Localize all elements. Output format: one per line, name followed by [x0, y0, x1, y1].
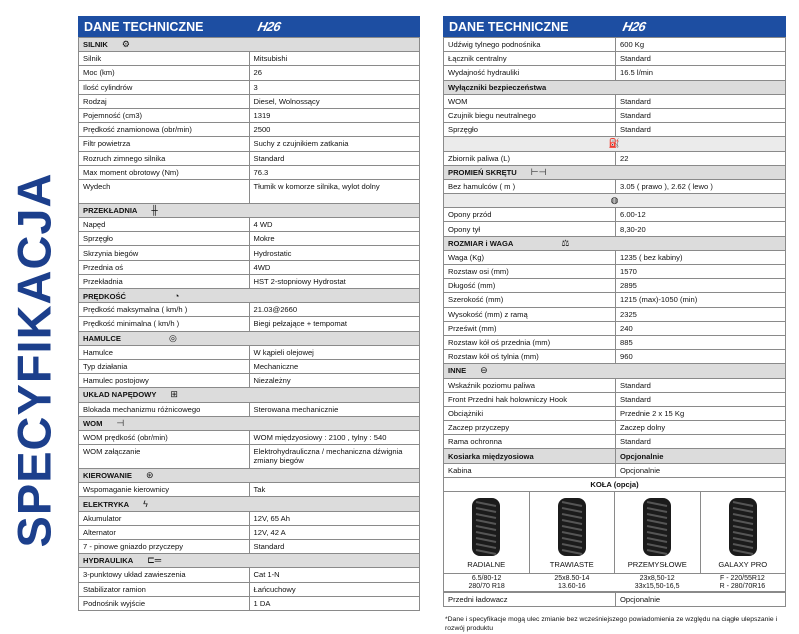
spec-value: 2325: [616, 307, 786, 321]
spec-label: Akumulator: [79, 511, 250, 525]
spec-label: Długość (mm): [444, 279, 616, 293]
table-row: [79, 232, 420, 246]
tire-image-icon: [723, 496, 763, 558]
section-naped: UKŁAD NAPĘDOWY ⊞: [79, 388, 420, 402]
drivetrain-icon: ⊞: [170, 389, 178, 400]
table-row: [444, 321, 786, 335]
tire-image-icon: [552, 496, 592, 558]
section-hamulce: HAMULCE ◎: [79, 331, 420, 345]
table-row: [444, 94, 786, 108]
section-bezpieczenstwo: Wyłączniki bezpieczeństwa: [444, 80, 786, 94]
spec-value: Standard: [616, 94, 786, 108]
section-promien: PROMIEŃ SKRĘTU ⊢⊣: [444, 165, 786, 179]
tire-sizes: [443, 574, 786, 592]
spec-value: 600 Kg: [616, 38, 786, 52]
table-row: [444, 151, 786, 165]
table-row: [444, 279, 786, 293]
tire-card: [530, 492, 616, 573]
spec-label: 3-punktowy układ zawieszenia: [79, 568, 250, 582]
spec-value: 26: [249, 66, 420, 80]
table-row: [444, 250, 786, 264]
tire-icon-row: [444, 194, 786, 208]
spec-value: 1 DA: [249, 596, 420, 610]
spec-value: Mitsubishi: [249, 52, 420, 66]
spec-value: 6.00-12: [616, 208, 786, 222]
right-header: [443, 16, 786, 37]
table-row: [444, 421, 786, 435]
spec-value: 240: [616, 321, 786, 335]
spec-value: 21.03@2660: [249, 303, 420, 317]
spec-label: Wspomaganie kierownicy: [79, 483, 250, 497]
spec-value: Tak: [249, 483, 420, 497]
spec-value: 1235 ( bez kabiny): [616, 250, 786, 264]
pto-icon: ⊣: [116, 417, 125, 428]
spec-label: Przekładnia: [79, 274, 250, 288]
spec-label: Max moment obrotowy (Nm): [79, 165, 250, 179]
spec-label: Prześwit (mm): [444, 321, 616, 335]
spec-value: 1215 (max)-1050 (min): [616, 293, 786, 307]
table-row: [444, 222, 786, 236]
spec-value: 2895: [616, 279, 786, 293]
table-row: [79, 123, 420, 137]
table-row: [79, 165, 420, 179]
spec-label: Prędkość znamionowa (obr/min): [79, 123, 250, 137]
disclaimer-note: *Dane i specyfikacje mogą ulec zmianie bez wcześniejszego powiadomienia ze względu na ciągłe ulepszanie i rozwój produktu: [445, 616, 778, 633]
spec-value: Standard: [249, 540, 420, 554]
table-row: [444, 335, 786, 349]
table-row: Przedni ładowacz Opcjonalnie: [444, 593, 786, 607]
section-inne: INNE ⊖: [444, 364, 786, 378]
spec-value: 885: [616, 335, 786, 349]
table-row: [79, 80, 420, 94]
table-row: WOM załączanie Elektrohydrauliczna / mechaniczna dźwignia zmiany biegów: [79, 445, 420, 469]
spec-label: Zaczep przyczepy: [444, 421, 616, 435]
spec-label: Bez hamulców ( m ): [444, 179, 616, 193]
spec-label: Czujnik biegu neutralnego: [444, 108, 616, 122]
spec-label: Rozstaw osi (mm): [444, 265, 616, 279]
spec-label: Blokada mechanizmu różnicowego: [79, 402, 250, 416]
spec-label: WOM: [444, 94, 616, 108]
side-title: [0, 0, 68, 634]
spec-value: 22: [616, 151, 786, 165]
spec-value: Suchy z czujnikiem zatkania: [249, 137, 420, 151]
spec-value: Sterowana mechanicznie: [249, 402, 420, 416]
spec-value: W kąpieli olejowej: [249, 345, 420, 359]
tire-name: TRAWIASTE: [549, 560, 594, 569]
spec-label: Skrzynia biegów: [79, 246, 250, 260]
spec-value: 4 WD: [249, 218, 420, 232]
spec-value: Standard: [616, 435, 786, 449]
table-row: [79, 596, 420, 610]
spec-value: Standard: [616, 108, 786, 122]
table-row: [79, 345, 420, 359]
spec-value: Biegi pełzające + tempomat: [249, 317, 420, 331]
tire-card: [615, 492, 701, 573]
tire-name: PRZEMYSŁOWE: [627, 560, 687, 569]
brake-icon: ◎: [168, 332, 177, 343]
tire-image-icon: [466, 496, 506, 558]
spec-value: 1570: [616, 265, 786, 279]
spec-label: Opony przód: [444, 208, 616, 222]
spec-label: Rozstaw kół oś przednia (mm): [444, 335, 616, 349]
spec-value: 2500: [249, 123, 420, 137]
table-row: [444, 108, 786, 122]
spec-value: 12V, 65 Ah: [249, 511, 420, 525]
tire-size: 23x8,50-12 33x15,50-16,5: [634, 575, 680, 590]
loader-table: [443, 592, 786, 607]
left-header: [78, 16, 420, 37]
spec-value: Standard: [616, 52, 786, 66]
spec-value: 16.5 l/min: [616, 66, 786, 80]
spec-label: Wskaźnik poziomu paliwa: [444, 378, 616, 392]
table-row: [444, 378, 786, 392]
table-row: [79, 582, 420, 596]
spec-label: Prędkość minimalna ( km/h ): [79, 317, 250, 331]
spec-value: Standard: [616, 392, 786, 406]
table-row: [79, 540, 420, 554]
spec-value: 76.3: [249, 165, 420, 179]
spec-value: Niezależny: [249, 374, 420, 388]
spec-label: Stabilizator ramion: [79, 582, 250, 596]
table-row: [79, 218, 420, 232]
table-row: [444, 208, 786, 222]
table-row: WOM prędkość (obr/min) WOM międzyosiowy : 2100 , tylny : 540: [79, 430, 420, 444]
section-predkosc: PRĘDKOŚĆ ◔: [79, 289, 420, 303]
tire-size: F - 220/55R12 R - 280/70R16: [719, 575, 766, 590]
spec-value: 3.05 ( prawo ), 2.62 ( lewo ): [616, 179, 786, 193]
table-row: [79, 137, 420, 151]
spec-label: Rodzaj: [79, 94, 250, 108]
tire-name: GALAXY PRO: [718, 560, 768, 569]
table-row: [79, 66, 420, 80]
spec-label: Wysokość (mm) z ramą: [444, 307, 616, 321]
tire-icon: ◍: [610, 195, 619, 206]
spec-label: Szerokość (mm): [444, 293, 616, 307]
spec-label: Waga (Kg): [444, 250, 616, 264]
spec-value: Standard: [616, 123, 786, 137]
spec-label: Zbiornik paliwa (L): [444, 151, 616, 165]
table-row: [444, 307, 786, 321]
table-row: [79, 359, 420, 373]
table-row: Wydech Tłumik w komorze silnika, wylot dolny: [79, 179, 420, 203]
spec-label: Alternator: [79, 525, 250, 539]
right-spec-table: [443, 37, 786, 492]
table-row: [79, 52, 420, 66]
spec-value: 1319: [249, 108, 420, 122]
table-row: [79, 260, 420, 274]
spec-label: Podnośnik wyjście: [79, 596, 250, 610]
spec-value: 12V, 42 A: [249, 525, 420, 539]
spec-value: Standard: [616, 378, 786, 392]
section-hydraulika: HYDRAULIKA ⊏═: [79, 554, 420, 568]
table-row: [79, 568, 420, 582]
table-row: [444, 350, 786, 364]
table-row: [79, 274, 420, 288]
table-row: [79, 511, 420, 525]
spec-value: Zaczep dolny: [616, 421, 786, 435]
right-model-logo: H26: [621, 19, 647, 34]
table-row: [444, 123, 786, 137]
lightning-icon: ϟ: [143, 499, 148, 510]
right-header-title: DANE TECHNICZNE: [449, 19, 569, 34]
spec-label: Rama ochronna: [444, 435, 616, 449]
more-icon: ⊖: [480, 365, 488, 376]
spec-value: 4WD: [249, 260, 420, 274]
table-row: [444, 406, 786, 420]
spec-label: Pojemność (cm3): [79, 108, 250, 122]
tire-name: RADIALNE: [467, 560, 506, 569]
spec-value: Hydrostatic: [249, 246, 420, 260]
tire-size: 25x8.50-14 13.60-16: [554, 575, 590, 590]
section-wom: WOM ⊣: [79, 416, 420, 430]
spec-label: Wydajność hydrauliki: [444, 66, 616, 80]
spec-label: Moc (km): [79, 66, 250, 80]
spec-value: Mechaniczne: [249, 359, 420, 373]
spec-value: 3: [249, 80, 420, 94]
turning-axle-icon: ⊢⊣: [530, 166, 547, 177]
table-row: [79, 317, 420, 331]
tire-card: [444, 492, 530, 573]
spec-label: Sprzęgło: [79, 232, 250, 246]
spec-label: Opony tył: [444, 222, 616, 236]
spec-label: Prędkość maksymalna ( km/h ): [79, 303, 250, 317]
spec-value: Przednie 2 x 15 Kg: [616, 406, 786, 420]
table-row: [79, 483, 420, 497]
section-kierowanie: KIEROWANIE ⊛: [79, 469, 420, 483]
side-title-text: SPECYFIKACJA: [7, 172, 61, 548]
table-row: [79, 108, 420, 122]
table-row: [444, 265, 786, 279]
engine-icon: ⚙: [121, 39, 130, 50]
speedometer-icon: ◔: [174, 290, 180, 301]
table-row: [444, 293, 786, 307]
left-spec-panel: [78, 16, 420, 611]
table-row: [79, 374, 420, 388]
table-row: [444, 435, 786, 449]
left-model-logo: H26: [256, 19, 282, 34]
spec-label: Filtr powietrza: [79, 137, 250, 151]
section-przekladnia: PRZEKŁADNIA ╫: [79, 203, 420, 217]
fuel-pump-icon: ⛽: [608, 138, 621, 149]
spec-label: Łącznik centralny: [444, 52, 616, 66]
spec-value: 8,30-20: [616, 222, 786, 236]
table-row: [444, 52, 786, 66]
table-row: [79, 303, 420, 317]
table-row: [79, 151, 420, 165]
tire-card: [701, 492, 786, 573]
table-row: [444, 392, 786, 406]
table-row: [79, 246, 420, 260]
spec-label: 7 - pinowe gniazdo przyczepy: [79, 540, 250, 554]
section-kola: KOŁA (opcja): [444, 477, 786, 491]
tire-image-icon: [637, 496, 677, 558]
spec-value: 960: [616, 350, 786, 364]
section-silnik: SILNIK ⚙: [79, 38, 420, 52]
table-row: [444, 38, 786, 52]
spec-value: Standard: [249, 151, 420, 165]
spec-label: Front Przedni hak holowniczy Hook: [444, 392, 616, 406]
spec-label: Hamulec postojowy: [79, 374, 250, 388]
spec-value: Cat 1-N: [249, 568, 420, 582]
spec-label: Napęd: [79, 218, 250, 232]
table-row: [444, 66, 786, 80]
spec-label: Rozstaw kół oś tylnia (mm): [444, 350, 616, 364]
fuel-icon-row: [444, 137, 786, 151]
table-row: [79, 402, 420, 416]
spec-label: Przednia oś: [79, 260, 250, 274]
spec-label: Typ działania: [79, 359, 250, 373]
spec-value: Diesel, Wolnossący: [249, 94, 420, 108]
spec-value: HST 2-stopniowy Hydrostat: [249, 274, 420, 288]
tire-gallery: [443, 492, 786, 574]
spec-label: Udźwig tylnego podnośnika: [444, 38, 616, 52]
section-rozmiar: ROZMIAR i WAGA ⚖: [444, 236, 786, 250]
spec-value: Łańcuchowy: [249, 582, 420, 596]
right-spec-panel: [443, 16, 786, 633]
steering-wheel-icon: ⊛: [145, 470, 154, 481]
spec-label: Silnik: [79, 52, 250, 66]
spec-label: Hamulce: [79, 345, 250, 359]
hydraulic-cylinder-icon: ⊏═: [147, 555, 162, 566]
gearbox-icon: ╫: [151, 205, 158, 216]
spec-label: Sprzęgło: [444, 123, 616, 137]
spec-value: Mokre: [249, 232, 420, 246]
left-spec-table: [78, 37, 420, 611]
section-elektryka: ELEKTRYKA ϟ: [79, 497, 420, 511]
table-row: Kabina Opcjonalnie: [444, 463, 786, 477]
spec-label: Rozruch zimnego silnika: [79, 151, 250, 165]
table-row: [444, 179, 786, 193]
left-header-title: DANE TECHNICZNE: [84, 19, 204, 34]
table-row: [79, 94, 420, 108]
spec-label: Ilość cylindrów: [79, 80, 250, 94]
table-row: [79, 525, 420, 539]
section-kosiarka: Kosiarka międzyosiowa Opcjonalnie: [444, 449, 786, 463]
weight-icon: ⚖: [561, 237, 570, 248]
tire-size: 6.5/80-12 280/70 R18: [468, 575, 505, 590]
spec-label: Obciążniki: [444, 406, 616, 420]
